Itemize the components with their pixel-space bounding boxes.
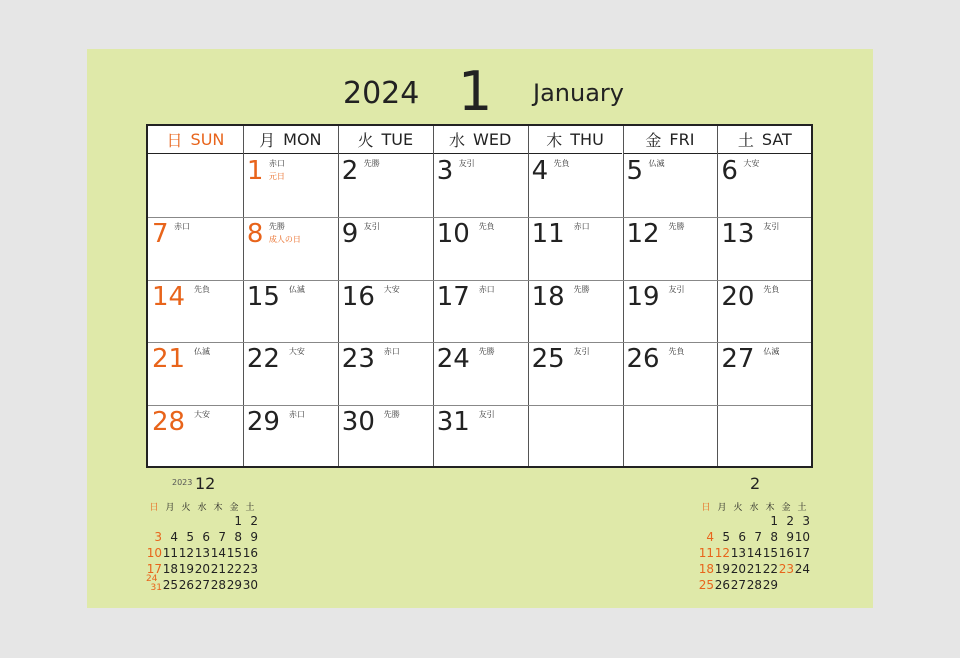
weekday-header-tue (338, 126, 433, 154)
mini-day: 7 (218, 530, 226, 544)
mini-day: 5 (722, 530, 730, 544)
rokuyo-label: 先負 (668, 347, 685, 357)
day-cell[interactable] (433, 405, 528, 468)
rokuyo-label: 仏滅 (194, 347, 210, 357)
day-number: 9 (341, 218, 359, 249)
month-grid (146, 124, 813, 468)
mini-day: 24 (794, 562, 810, 576)
weekday-jp-label: 木 (546, 131, 563, 150)
day-cell[interactable] (717, 217, 812, 280)
mini-weekday-label: 土 (245, 503, 255, 513)
mini-weekday-label: 日 (701, 503, 711, 513)
mini-weekday-label: 土 (797, 503, 807, 513)
day-cell[interactable] (528, 217, 623, 280)
rokuyo-label: 赤口 (268, 159, 285, 168)
mini-day: 17 (146, 562, 162, 576)
day-number: 15 (246, 281, 280, 312)
mini-weekday-label: 木 (213, 503, 223, 513)
mini-weekday-label: 金 (229, 503, 239, 513)
day-number: 7 (152, 218, 169, 249)
mini-day: 23 (778, 562, 794, 576)
mini-day: 28 (746, 578, 762, 592)
day-cell[interactable] (148, 280, 243, 343)
empty-day-cell (528, 405, 623, 468)
mini-day: 3 (154, 530, 162, 544)
mini-day: 5 (186, 530, 194, 544)
day-number: 4 (531, 156, 549, 186)
mini-day: 21 (210, 562, 226, 576)
day-cell[interactable] (338, 217, 433, 280)
mini-day: 30 (242, 578, 258, 592)
weekday-jp-label: 月 (259, 131, 276, 150)
mini-day: 25 (162, 578, 178, 592)
mini-day: 21 (746, 562, 762, 576)
mini-day: 10 (794, 530, 810, 544)
mini-day: 11 (698, 546, 714, 560)
empty-day-cell (717, 405, 812, 468)
day-cell[interactable] (148, 217, 243, 280)
day-number: 25 (531, 344, 565, 375)
rokuyo-label: 大安 (383, 284, 400, 294)
mini-calendar-prev-month (146, 474, 266, 594)
day-cell[interactable] (433, 154, 528, 217)
day-number: 18 (531, 281, 565, 312)
day-number: 30 (341, 407, 375, 438)
rokuyo-label: 先勝 (478, 347, 495, 357)
day-cell[interactable] (717, 280, 812, 343)
mini-day: 20 (730, 562, 746, 576)
weekday-jp-label: 金 (645, 131, 662, 150)
rokuyo-label: 友引 (478, 410, 495, 420)
weekday-en-label: SUN (190, 130, 225, 149)
mini-day: 6 (738, 530, 746, 544)
day-cell[interactable] (433, 280, 528, 343)
day-cell[interactable] (433, 217, 528, 280)
mini-day: 10 (146, 546, 162, 560)
mini-day: 27 (730, 578, 746, 592)
day-number: 23 (341, 344, 375, 375)
rokuyo-label: 友引 (763, 221, 780, 231)
day-number: 28 (152, 407, 186, 438)
mini-day: 22 (226, 562, 242, 576)
mini-day: 1 (234, 514, 242, 528)
day-cell[interactable] (717, 154, 812, 217)
day-cell[interactable] (243, 405, 338, 468)
weekday-en-label: WED (473, 130, 512, 149)
weekday-en-label: TUE (381, 130, 414, 149)
day-cell[interactable] (623, 280, 718, 343)
mini-day: 9 (786, 530, 794, 544)
mini-day: 6 (202, 530, 210, 544)
mini-day: 24 31 (146, 574, 162, 593)
rokuyo-label: 先負 (763, 284, 780, 294)
mini-day: 26 (178, 578, 194, 592)
mini-weekday-label: 水 (197, 503, 207, 513)
day-number: 29 (246, 407, 280, 438)
rokuyo-label: 赤口 (573, 221, 590, 231)
day-cell[interactable] (338, 342, 433, 405)
rokuyo-label: 大安 (743, 159, 760, 168)
mini-day: 2 (786, 514, 794, 528)
mini-weekday-label: 月 (717, 503, 727, 513)
mini-day: 19 (714, 562, 730, 576)
mini-day: 4 (170, 530, 178, 544)
mini-month-number: 2 (750, 474, 761, 493)
mini-day: 13 (194, 546, 210, 560)
day-cell[interactable] (338, 280, 433, 343)
rokuyo-label: 友引 (573, 347, 590, 357)
mini-day: 16 (778, 546, 794, 560)
rokuyo-label: 仏滅 (648, 159, 665, 168)
mini-day: 3 (802, 514, 810, 528)
weekday-header-mon (243, 126, 338, 154)
mini-day: 15 (226, 546, 242, 560)
mini-day: 7 (754, 530, 762, 544)
mini-weekday-label: 月 (165, 503, 175, 513)
mini-day: 17 (794, 546, 810, 560)
day-cell[interactable] (243, 217, 338, 280)
mini-day: 18 (162, 562, 178, 576)
empty-day-cell (148, 154, 243, 217)
holiday-label: 元日 (268, 172, 285, 181)
weekday-jp-label: 火 (357, 131, 374, 150)
rokuyo-label: 赤口 (478, 284, 495, 294)
mini-day: 4 (706, 530, 714, 544)
rokuyo-label: 赤口 (288, 410, 305, 420)
day-cell[interactable] (528, 342, 623, 405)
mini-day: 19 (178, 562, 194, 576)
weekday-jp-label: 水 (449, 131, 466, 150)
rokuyo-label: 先勝 (268, 221, 285, 231)
mini-day: 1 (770, 514, 778, 528)
day-cell[interactable] (243, 280, 338, 343)
day-cell[interactable] (148, 342, 243, 405)
rokuyo-label: 仏滅 (763, 347, 780, 357)
empty-day-cell (623, 405, 718, 468)
rokuyo-label: 大安 (288, 347, 305, 357)
rokuyo-label: 先勝 (668, 221, 685, 231)
mini-weekday-label: 日 (149, 503, 159, 513)
mini-day: 2 (250, 514, 258, 528)
day-cell[interactable] (148, 405, 243, 468)
mini-day: 11 (162, 546, 178, 560)
mini-weekday-label: 水 (749, 503, 759, 513)
day-number: 17 (436, 281, 470, 312)
rokuyo-label: 先負 (194, 284, 210, 294)
mini-day: 12 (178, 546, 194, 560)
mini-weekday-label: 金 (781, 503, 791, 513)
day-number: 2 (341, 156, 359, 186)
month-number-title: 1 (458, 60, 493, 123)
day-number: 20 (721, 281, 755, 312)
rokuyo-label: 先勝 (363, 159, 380, 168)
mini-calendar-next-month (698, 474, 818, 594)
rokuyo-label: 赤口 (383, 347, 400, 357)
day-number: 16 (341, 281, 375, 312)
day-number: 13 (721, 218, 755, 249)
day-number: 19 (626, 281, 660, 312)
day-number: 14 (152, 281, 186, 312)
weekday-header-sat (717, 126, 812, 154)
day-number: 10 (436, 218, 470, 249)
mini-day: 28 (210, 578, 226, 592)
mini-day: 8 (234, 530, 242, 544)
mini-weekday-label: 火 (181, 503, 191, 513)
day-cell[interactable] (338, 405, 433, 468)
rokuyo-label: 友引 (363, 221, 380, 231)
weekday-en-label: SAT (761, 130, 792, 149)
mini-day: 20 (194, 562, 210, 576)
day-number: 24 (436, 344, 470, 375)
day-cell[interactable] (433, 342, 528, 405)
month-english-title: January (533, 79, 624, 107)
day-cell[interactable] (717, 342, 812, 405)
weekday-en-label: FRI (669, 130, 695, 149)
mini-day: 8 (770, 530, 778, 544)
day-number: 1 (246, 156, 264, 186)
weekday-header-fri (623, 126, 718, 154)
mini-day: 15 (762, 546, 778, 560)
mini-day: 13 (730, 546, 746, 560)
day-cell[interactable] (623, 217, 718, 280)
rokuyo-label: 仏滅 (288, 284, 305, 294)
rokuyo-label: 友引 (458, 159, 475, 168)
mini-day: 18 (698, 562, 714, 576)
day-cell[interactable] (623, 154, 718, 217)
weekday-header-thu (528, 126, 623, 154)
year-title: 2024 (343, 76, 420, 111)
day-cell[interactable] (528, 280, 623, 343)
day-number: 3 (436, 156, 454, 186)
day-cell[interactable] (528, 154, 623, 217)
day-cell[interactable] (243, 342, 338, 405)
day-number: 5 (626, 156, 644, 186)
mini-weekday-label: 火 (733, 503, 743, 513)
weekday-jp-label: 日 (166, 131, 183, 150)
day-number: 12 (626, 218, 660, 249)
rokuyo-label: 友引 (668, 284, 685, 294)
day-cell[interactable] (243, 154, 338, 217)
day-number: 11 (531, 218, 565, 249)
weekday-header-wed (433, 126, 528, 154)
mini-day: 9 (250, 530, 258, 544)
mini-day: 27 (194, 578, 210, 592)
day-number: 8 (246, 218, 264, 249)
mini-day: 16 (242, 546, 258, 560)
day-number: 26 (626, 344, 660, 375)
rokuyo-label: 赤口 (174, 221, 190, 231)
mini-day: 25 (698, 578, 714, 592)
day-cell[interactable] (338, 154, 433, 217)
day-number: 22 (246, 344, 280, 375)
mini-day: 12 (714, 546, 730, 560)
day-number: 27 (721, 344, 755, 375)
mini-day: 14 (210, 546, 226, 560)
mini-day: 26 (714, 578, 730, 592)
day-number: 6 (721, 156, 738, 186)
mini-day: 29 (226, 578, 242, 592)
rokuyo-label: 先勝 (383, 410, 400, 420)
holiday-label: 成人の日 (268, 234, 301, 244)
weekday-jp-label: 土 (737, 131, 754, 150)
rokuyo-label: 先負 (478, 221, 495, 231)
mini-day: 29 (762, 578, 778, 592)
day-number: 31 (436, 407, 470, 438)
day-cell[interactable] (623, 342, 718, 405)
mini-day: 22 (762, 562, 778, 576)
weekday-en-label: THU (570, 130, 604, 149)
mini-weekday-label: 木 (765, 503, 775, 513)
weekday-header-sun (148, 126, 243, 154)
mini-month-number: 12 (195, 474, 216, 493)
weekday-en-label: MON (283, 130, 322, 149)
day-number: 21 (152, 344, 186, 375)
mini-day: 23 (242, 562, 258, 576)
rokuyo-label: 先負 (553, 159, 570, 168)
mini-year-label: 2023 (172, 478, 193, 487)
rokuyo-label: 先勝 (573, 284, 590, 294)
rokuyo-label: 大安 (194, 410, 210, 420)
mini-day: 14 (746, 546, 762, 560)
